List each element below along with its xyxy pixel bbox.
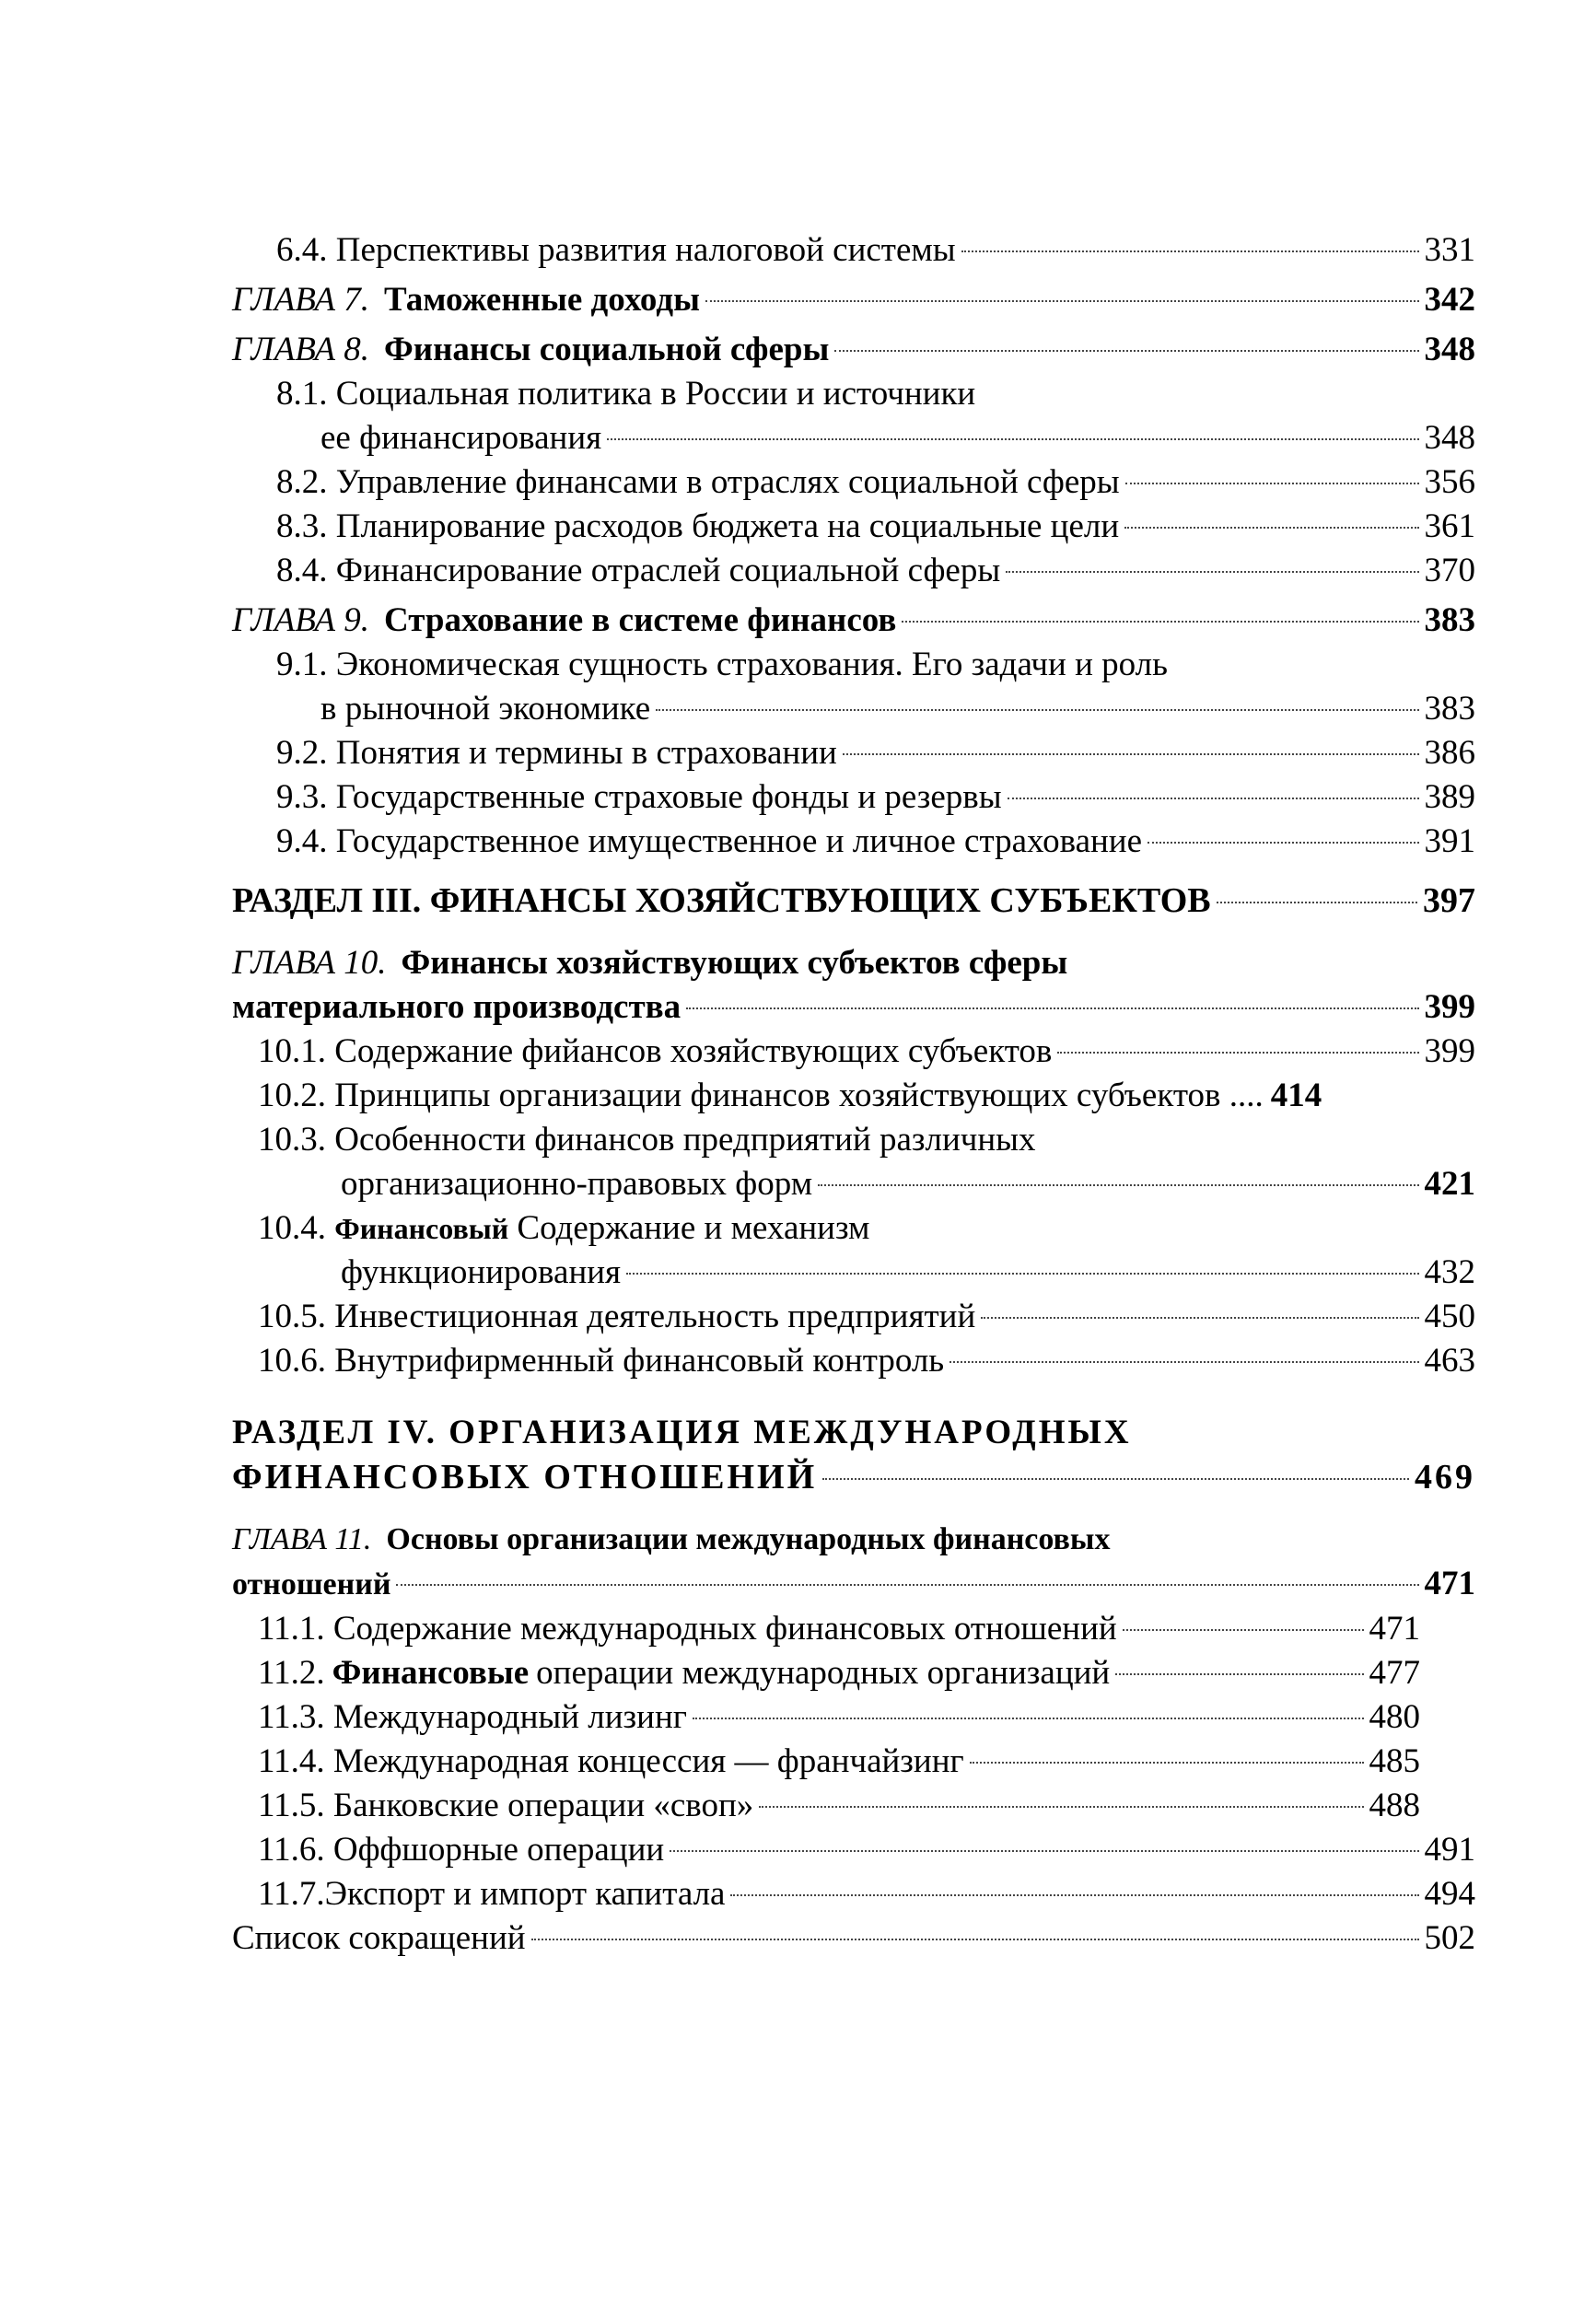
toc-entry xyxy=(232,1295,1475,1339)
toc-entry xyxy=(258,1740,1420,1784)
chapter-label: ГЛАВА 9. xyxy=(232,601,370,639)
entry-title: 10.2. Принципы организации финансов хозяйствующих субъектов .... xyxy=(258,1077,1264,1114)
chapter-entry xyxy=(232,1562,1475,1607)
table-of-contents xyxy=(232,228,1475,1961)
toc-entry xyxy=(232,228,1475,273)
dot-leader xyxy=(822,1478,1409,1480)
page-number: 399 xyxy=(1424,1032,1475,1070)
toc-entry xyxy=(232,1251,1475,1295)
page-number: 397 xyxy=(1423,881,1475,920)
dot-leader xyxy=(961,250,1419,252)
toc-entry xyxy=(232,505,1475,549)
dot-leader xyxy=(1125,483,1419,484)
toc-entry xyxy=(258,1607,1420,1651)
chapter-title: материального производства xyxy=(232,988,682,1026)
page-number: 421 xyxy=(1424,1165,1475,1203)
toc-entry xyxy=(232,687,1475,731)
dot-leader xyxy=(843,753,1419,755)
page-number: 463 xyxy=(1424,1342,1475,1380)
page-number: 386 xyxy=(1424,734,1475,772)
entry-title-line: 10.3. Особенности финансов предприятий различных xyxy=(258,1121,1036,1159)
entry-title: функционирования xyxy=(341,1253,622,1291)
entry-title: организационно-правовых форм xyxy=(341,1165,813,1203)
entry-title: 10.5. Инвестиционная деятельность предприятий xyxy=(258,1298,976,1335)
page-number: 399 xyxy=(1424,988,1475,1026)
dot-leader xyxy=(902,621,1418,623)
chapter-entry xyxy=(232,985,1475,1030)
page-number: 383 xyxy=(1424,601,1475,639)
toc-entry xyxy=(232,416,1475,460)
page-number: 471 xyxy=(1424,1565,1475,1602)
entry-title-line: 8.1. Социальная политика в России и источники xyxy=(276,375,976,413)
toc-entry xyxy=(232,775,1475,820)
dot-leader xyxy=(818,1184,1418,1186)
chapter-title-line xyxy=(232,941,1475,985)
page-number: 432 xyxy=(1424,1253,1475,1291)
toc-entry xyxy=(232,1339,1475,1383)
dot-leader xyxy=(607,438,1418,440)
page-number: 342 xyxy=(1424,281,1475,319)
dot-leader xyxy=(626,1273,1418,1275)
toc-entry xyxy=(232,1030,1475,1074)
dot-leader xyxy=(759,1806,1363,1808)
chapter-title: Таможенные доходы xyxy=(384,281,700,319)
page-number: 356 xyxy=(1424,463,1475,501)
entry-title: 11.1. Содержание международных финансовых отношений xyxy=(258,1610,1117,1648)
dot-leader xyxy=(656,709,1418,711)
entry-title: ее финансирования xyxy=(320,419,602,457)
entry-title: Список сокращений xyxy=(232,1919,526,1957)
toc-entry xyxy=(232,549,1475,593)
page-number: 491 xyxy=(1424,1831,1475,1869)
entry-title: 11.7.Экспорт и импорт капитала xyxy=(258,1875,726,1913)
chapter-title-line xyxy=(232,1518,1475,1562)
toc-entry xyxy=(232,731,1475,775)
page-number: 331 xyxy=(1424,231,1475,269)
toc-entry xyxy=(232,1872,1475,1916)
entry-number: 10.4. xyxy=(258,1209,326,1247)
entry-title-line: 9.1. Экономическая сущность страхования. Его задачи и роль xyxy=(276,646,1168,683)
entry-title: 8.4. Финансирование отраслей социальной сферы xyxy=(276,552,1001,589)
entry-title: 11.3. Международный лизинг xyxy=(258,1698,687,1736)
section-entry xyxy=(232,1455,1475,1499)
page-number: 370 xyxy=(1424,552,1475,589)
page-number: 485 xyxy=(1369,1742,1420,1780)
toc-entry xyxy=(232,1162,1475,1206)
toc-entry xyxy=(232,1828,1475,1872)
dot-leader xyxy=(693,1718,1364,1719)
entry-title: 8.2. Управление финансами в отраслях социальной сферы xyxy=(276,463,1120,501)
chapter-label: ГЛАВА 8. xyxy=(232,331,370,368)
dot-leader xyxy=(686,1007,1418,1009)
entry-bold-word: Финансовые xyxy=(332,1654,530,1692)
dot-leader xyxy=(1124,527,1418,529)
chapter-title: Финансы хозяйствующих субъектов сферы xyxy=(401,944,1068,982)
chapter-entry xyxy=(232,278,1475,322)
dot-leader xyxy=(670,1850,1418,1852)
section-entry xyxy=(232,879,1475,923)
page-number: 383 xyxy=(1424,690,1475,728)
chapter-entry xyxy=(232,328,1475,372)
page-number: 389 xyxy=(1424,778,1475,816)
dot-leader xyxy=(1147,842,1418,844)
toc-entry xyxy=(258,1695,1420,1740)
dot-leader xyxy=(1123,1629,1364,1631)
page-number: 414 xyxy=(1270,1077,1322,1114)
chapter-label: ГЛАВА 11. xyxy=(232,1522,372,1556)
chapter-label: ГЛАВА 7. xyxy=(232,281,370,319)
entry-title: 10.6. Внутрифирменный финансовый контроль xyxy=(258,1342,945,1380)
entry-title: 11.5. Банковские операции «своп» xyxy=(258,1787,754,1824)
page-number: 502 xyxy=(1424,1919,1475,1957)
page-number: 391 xyxy=(1424,822,1475,860)
chapter-entry xyxy=(232,599,1475,643)
page-number: 494 xyxy=(1424,1875,1475,1913)
dot-leader xyxy=(396,1584,1418,1586)
toc-entry xyxy=(232,1074,1475,1118)
dot-leader xyxy=(1115,1673,1363,1675)
chapter-title: отношений xyxy=(232,1567,391,1601)
dot-leader xyxy=(1057,1052,1418,1054)
chapter-title: Страхование в системе финансов xyxy=(384,601,897,639)
section-title-line: РАЗДЕЛ IV. ОРГАНИЗАЦИЯ МЕЖДУНАРОДНЫХ xyxy=(232,1414,1132,1451)
chapter-label: ГЛАВА 10. xyxy=(232,944,387,982)
entry-title: 11.6. Оффшорные операции xyxy=(258,1831,665,1869)
entry-title: 11.4. Международная концессия — франчайзинг xyxy=(258,1742,964,1780)
toc-entry xyxy=(232,1916,1475,1961)
entry-title: 9.3. Государственные страховые фонды и резервы xyxy=(276,778,1002,816)
page-number: 471 xyxy=(1369,1610,1420,1648)
dot-leader xyxy=(730,1894,1418,1896)
entry-title: 9.2. Понятия и термины в страховании xyxy=(276,734,837,772)
section-title: ФИНАНСОВЫХ ОТНОШЕНИЙ xyxy=(232,1458,818,1497)
dot-leader xyxy=(981,1317,1418,1319)
entry-title: 8.3. Планирование расходов бюджета на социальные цели xyxy=(276,507,1120,545)
entry-title: операции международных организаций xyxy=(536,1654,1111,1692)
page-number: 450 xyxy=(1424,1298,1475,1335)
page-number: 488 xyxy=(1369,1787,1420,1824)
entry-bold-word: Финансовый xyxy=(334,1212,509,1245)
toc-entry xyxy=(258,1651,1420,1695)
dot-leader xyxy=(1006,571,1418,573)
section-title: РАЗДЕЛ III. ФИНАНСЫ ХОЗЯЙСТВУЮЩИХ СУБЪЕКТОВ xyxy=(232,881,1211,920)
page-number: 480 xyxy=(1369,1698,1420,1736)
chapter-title: Основы организации международных финансовых xyxy=(386,1522,1111,1556)
dot-leader xyxy=(949,1361,1418,1363)
entry-title: Содержание и механизм xyxy=(517,1209,870,1247)
page-number: 348 xyxy=(1424,419,1475,457)
toc-entry xyxy=(232,460,1475,505)
entry-number: 11.2. xyxy=(258,1654,325,1692)
dot-leader xyxy=(1008,798,1419,799)
entry-title: в рыночной экономике xyxy=(320,690,651,728)
toc-entry xyxy=(232,820,1475,864)
entry-title-line xyxy=(232,1206,1475,1251)
page-number: 477 xyxy=(1369,1654,1420,1692)
dot-leader xyxy=(834,350,1418,352)
dot-leader xyxy=(970,1762,1364,1764)
page-number: 361 xyxy=(1424,507,1475,545)
dot-leader xyxy=(705,300,1419,302)
entry-title: 10.1. Содержание фийансов хозяйствующих субъектов xyxy=(258,1032,1053,1070)
dot-leader xyxy=(1217,902,1417,903)
page-number: 469 xyxy=(1415,1458,1475,1497)
chapter-title: Финансы социальной сферы xyxy=(384,331,830,368)
page-number: 348 xyxy=(1424,331,1475,368)
toc-entry xyxy=(258,1784,1420,1828)
entry-title: 9.4. Государственное имущественное и личное страхование xyxy=(276,822,1143,860)
dot-leader xyxy=(531,1939,1419,1940)
entry-title: 6.4. Перспективы развития налоговой системы xyxy=(276,231,956,269)
